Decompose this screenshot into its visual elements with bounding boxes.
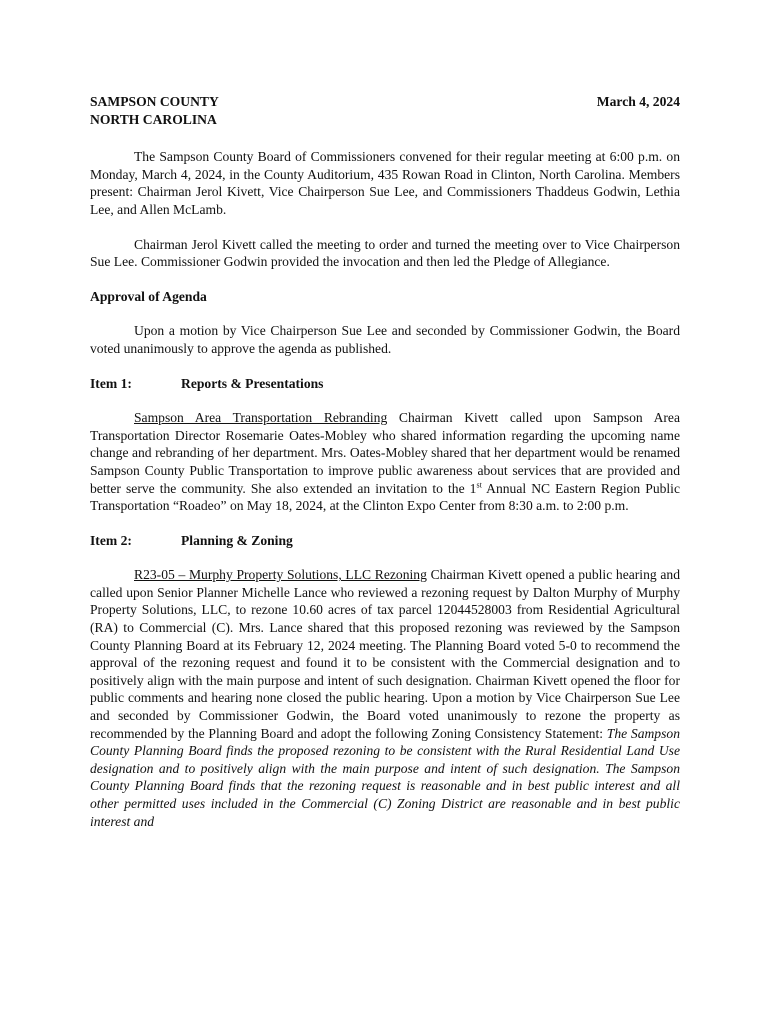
document-header	[90, 93, 680, 128]
county-name: SAMPSON COUNTY	[90, 94, 219, 109]
item1-text-b: Annual NC Eastern Region Public Transportation “Roadeo” on May 18, 2024, at the Clinton Expo Center from 8:30 a.m. to 2:00 p.m.	[90, 480, 680, 514]
item2-title: Planning & Zoning	[181, 532, 293, 548]
item2-heading	[90, 532, 680, 550]
agenda-heading: Approval of Agenda	[90, 288, 207, 304]
item2-text: Chairman Kivett opened a public hearing and called upon Senior Planner Michelle Lance who reviewed a rezoning request by Dalton Murphy of Murphy Property Solutions, LLC, to rezone 10.60 acres of tax parcel 12044528003 from Residential Agricultural (RA) to Commercial (C). Mrs. Lance shared that this proposed rezoning was reviewed by the Sampson County Planning Board at its February 12, 2024 meeting. The Planning Board voted 5-0 to recommend the approval of the rezoning request and found it to be consistent with the Commercial designation and to positively align with the main purpose and intent of such designation. Chairman Kivett opened the floor for public comments and hearing none closed the public hearing. Upon a motion by Vice Chairperson Sue Lee and seconded by Commissioner Godwin, the Board voted unanimously to rezone the property as recommended by the Planning Board and adopt the following Zoning Consistency Statement:	[90, 567, 681, 741]
call-to-order-paragraph: Chairman Jerol Kivett called the meeting to order and turned the meeting over to Vice Chairperson Sue Lee. Commissioner Godwin provided the invocation and then led the Pledge of Allegiance.	[90, 236, 680, 270]
item1-paragraph	[90, 409, 680, 515]
item2-paragraph	[90, 566, 680, 830]
intro-paragraph: The Sampson County Board of Commissioners convened for their regular meeting at 6:00 p.m. on Monday, March 4, 2024, in the County Auditorium, 435 Rowan Road in Clinton, North Carolina. Members present: Chairman Jerol Kivett, Vice Chairperson Sue Lee, and Commissioners Thaddeus Godwin, Lethia Lee, and Allen McLamb.	[90, 149, 680, 217]
item1-text-a: Chairman Kivett called upon Sampson Area Transportation Director Rosemarie Oates-Mobley who shared information regarding the upcoming name change and rebranding of her department. Mrs. Oates-Mobley shared that her department would be renamed Sampson County Public Transportation to improve public awareness about services that are provided and better serve the community. She also extended an invitation to the 1	[90, 410, 680, 496]
agenda-paragraph: Upon a motion by Vice Chairperson Sue Lee and seconded by Commissioner Godwin, the Board voted unanimously to approve the agenda as published.	[90, 323, 680, 356]
state-name: NORTH CAROLINA	[90, 111, 217, 127]
meeting-date: March 4, 2024	[596, 94, 680, 109]
item1-title: Reports & Presentations	[181, 375, 324, 391]
item1-superscript: st	[476, 479, 482, 489]
item2-number: Item 2:	[90, 532, 132, 548]
document-page	[90, 93, 680, 830]
item2-subject: R23-05 – Murphy Property Solutions, LLC Rezoning	[134, 567, 427, 583]
header-location	[90, 93, 219, 128]
item1-subject: Sampson Area Transportation Rebranding	[134, 410, 388, 426]
zoning-consistency-statement: The Sampson County Planning Board finds the proposed rezoning to be consistent with the Rural Residential Land Use designation and to positively align with the main purpose and intent of such designation. The Sampson County Planning Board finds that the rezoning request is reasonable and in best public interest and all other permitted uses included in the Commercial (C) Zoning District are reasonable and in best public interest and	[90, 725, 680, 829]
item1-heading	[90, 375, 680, 393]
item1-number: Item 1:	[90, 375, 132, 391]
